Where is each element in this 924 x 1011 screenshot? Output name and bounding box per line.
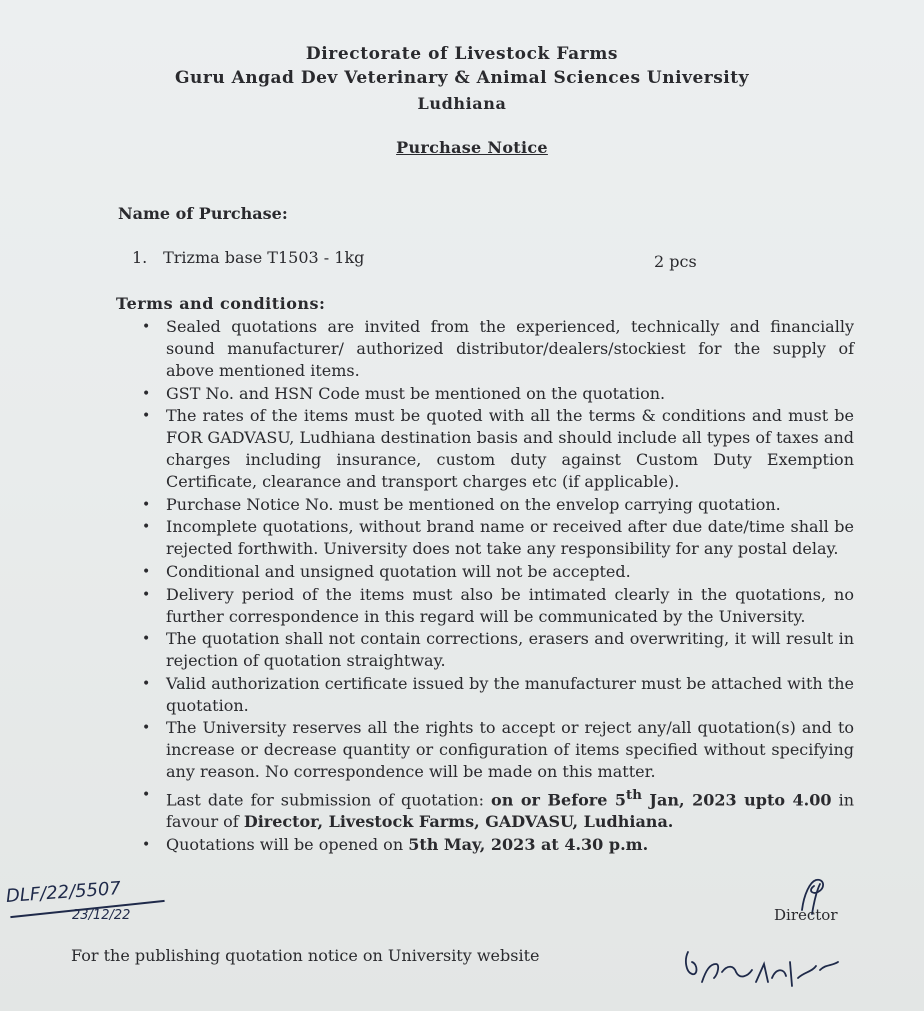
term-item: • Purchase Notice No. must be mentioned on the envelop carrying quotation. xyxy=(142,494,854,516)
footer-note: For the publishing quotation notice on University website xyxy=(71,946,540,965)
term-item: • The quotation shall not contain corrections, erasers and overwriting, it will result in rejection of quotation straightway. xyxy=(142,628,854,672)
item-name: Trizma base T1503 - 1kg xyxy=(163,248,365,267)
opening-date: 5th May, 2023 at 4.30 p.m. xyxy=(408,834,649,854)
term-item: • The University reserves all the rights to accept or reject any/all quotation(s) and to increase or decrease quantity or configuration of items specified without specifying any reason. No correspondence will be made on this matter. xyxy=(142,717,854,783)
terms-list xyxy=(142,316,854,856)
last-date-date: on or Before 5 xyxy=(491,790,627,810)
handwritten-reference xyxy=(5,877,176,932)
directorate-title: Directorate of Livestock Farms xyxy=(305,44,619,64)
term-item: • Incomplete quotations, without brand name or received after due date/time shall be rejected forthwith. University does not take any responsibility for any postal delay. xyxy=(142,516,854,560)
last-date-date-rest: Jan, 2023 upto 4.00 xyxy=(641,790,832,810)
term-item: • Sealed quotations are invited from the experienced, technically and financially sound manufacturer/ authorized distributor/dealers/stockiest for the supply of above mentioned items. xyxy=(142,316,854,382)
city-title: Ludhiana xyxy=(417,94,507,113)
handwritten-initials-icon xyxy=(676,942,856,1002)
last-date-mid: in favour of xyxy=(166,790,854,832)
item-quantity: 2 pcs xyxy=(654,252,697,271)
term-item-last-date xyxy=(142,784,854,833)
opening-prefix: Quotations will be opened on xyxy=(166,834,409,854)
term-item: • Delivery period of the items must also be intimated clearly in the quotations, no further correspondence in this regard will be communicated by the University. xyxy=(142,584,854,628)
purchase-item xyxy=(132,248,702,267)
signatory-title: Director xyxy=(774,906,838,924)
notice-title: Purchase Notice xyxy=(396,138,548,157)
reference-date: 23/12/22 xyxy=(72,908,131,923)
last-date-sup: th xyxy=(626,786,642,803)
term-item: • Conditional and unsigned quotation will not be accepted. xyxy=(142,561,854,583)
reference-number: DLF/22/5507 xyxy=(5,877,122,907)
term-item: • Valid authorization certificate issued by the manufacturer must be attached with the quotation. xyxy=(142,673,854,717)
term-item: • GST No. and HSN Code must be mentioned on the quotation. xyxy=(142,383,854,405)
terms-label: Terms and conditions: xyxy=(116,294,326,313)
last-date-addressee: Director, Livestock Farms, GADVASU, Ludhiana. xyxy=(243,812,674,832)
university-title: Guru Angad Dev Veterinary & Animal Sciences University xyxy=(174,68,749,88)
last-date-prefix: Last date for submission of quotation: xyxy=(166,790,492,810)
term-item: • The rates of the items must be quoted with all the terms & conditions and must be FOR GADVASU, Ludhiana destination basis and should include all types of taxes and charges including insurance, custom duty against Custom Duty Exemption Certificate, clearance and transport charges etc (if applicable). xyxy=(142,405,854,493)
term-item-opening xyxy=(142,834,854,856)
purchase-label: Name of Purchase: xyxy=(118,204,288,223)
item-number: 1. xyxy=(132,248,148,267)
